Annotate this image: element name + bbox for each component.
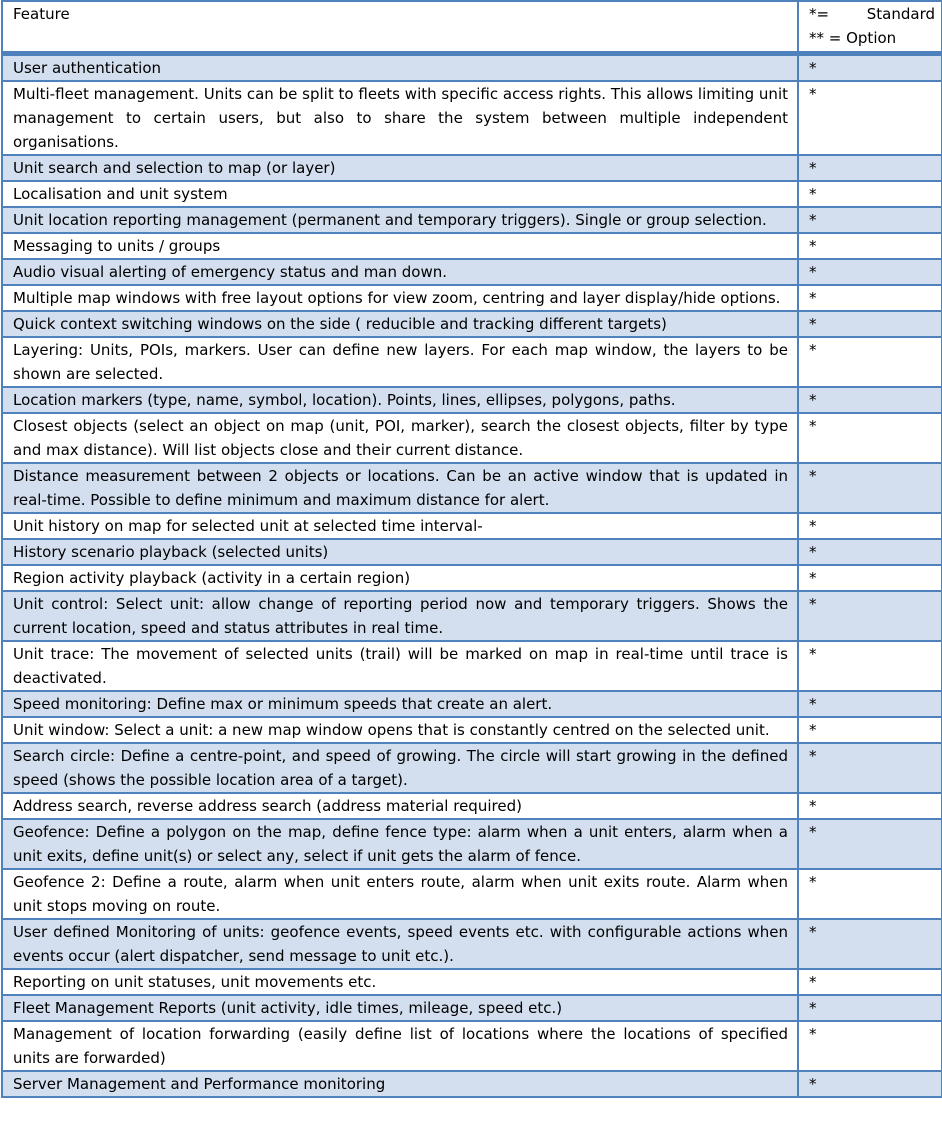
table-row (2, 54, 942, 82)
feature-cell: User defined Monitoring of units: geofence events, speed events etc. with configurable actions when events occur (alert dispatcher, send message to unit etc.). (2, 919, 798, 969)
table-row (2, 565, 942, 591)
feature-cell: Unit location reporting management (permanent and temporary triggers). Single or group selection. (2, 207, 798, 233)
feature-cell: Region activity playback (activity in a certain region) (2, 565, 798, 591)
table-row (2, 181, 942, 207)
feature-cell: Reporting on unit statuses, unit movements etc. (2, 969, 798, 995)
standard-mark-cell: * (798, 641, 942, 691)
feature-cell: Geofence: Define a polygon on the map, define fence type: alarm when a unit enters, alarm when a unit exits, define unit(s) or select any, select if unit gets the alarm of fence. (2, 819, 798, 869)
feature-cell: Multi-fleet management. Units can be split to fleets with specific access rights. This allows limiting unit management to certain users, but also to share the system between multiple independent organisations. (2, 81, 798, 155)
feature-cell: Address search, reverse address search (address material required) (2, 793, 798, 819)
table-row (2, 413, 942, 463)
table-row (2, 591, 942, 641)
feature-cell: User authentication (2, 54, 798, 82)
standard-mark-cell: * (798, 54, 942, 82)
legend-option: ** = Option (809, 29, 897, 47)
table-row (2, 743, 942, 793)
standard-mark-cell: * (798, 869, 942, 919)
feature-cell: Fleet Management Reports (unit activity, idle times, mileage, speed etc.) (2, 995, 798, 1021)
legend-standard-label: Standard (866, 5, 935, 23)
table-row (2, 81, 942, 155)
standard-mark-cell: * (798, 919, 942, 969)
feature-cell: Unit window: Select a unit: a new map window opens that is constantly centred on the selected unit. (2, 717, 798, 743)
feature-cell: Messaging to units / groups (2, 233, 798, 259)
standard-mark-cell: * (798, 285, 942, 311)
table-row (2, 513, 942, 539)
table-row (2, 1071, 942, 1097)
standard-mark-cell: * (798, 969, 942, 995)
standard-mark-cell: * (798, 717, 942, 743)
table-row (2, 539, 942, 565)
table-row (2, 691, 942, 717)
standard-mark-cell: * (798, 793, 942, 819)
standard-mark-cell: * (798, 995, 942, 1021)
legend-standard-symbol: *= (809, 5, 830, 23)
feature-cell: Unit control: Select unit: allow change of reporting period now and temporary triggers. Shows the current location, speed and status attributes in real time. (2, 591, 798, 641)
table-header-row (2, 1, 942, 54)
table-row (2, 717, 942, 743)
legend-standard (809, 2, 935, 26)
feature-cell: Closest objects (select an object on map (unit, POI, marker), search the closest objects, filter by type and max distance). Will list objects close and their current distance. (2, 413, 798, 463)
header-feature-label: Feature (13, 5, 70, 23)
standard-mark-cell: * (798, 259, 942, 285)
table-row (2, 463, 942, 513)
standard-mark-cell: * (798, 513, 942, 539)
feature-cell: Search circle: Define a centre-point, and speed of growing. The circle will start growing in the defined speed (shows the possible location area of a target). (2, 743, 798, 793)
table-row (2, 995, 942, 1021)
table-row (2, 641, 942, 691)
table-row (2, 387, 942, 413)
feature-cell: History scenario playback (selected units) (2, 539, 798, 565)
standard-mark-cell: * (798, 233, 942, 259)
feature-cell: Audio visual alerting of emergency status and man down. (2, 259, 798, 285)
standard-mark-cell: * (798, 207, 942, 233)
standard-mark-cell: * (798, 539, 942, 565)
table-row (2, 207, 942, 233)
feature-cell: Speed monitoring: Define max or minimum speeds that create an alert. (2, 691, 798, 717)
table-row (2, 285, 942, 311)
table-row (2, 793, 942, 819)
standard-mark-cell: * (798, 337, 942, 387)
table-row (2, 311, 942, 337)
standard-mark-cell: * (798, 155, 942, 181)
feature-cell: Distance measurement between 2 objects or locations. Can be an active window that is updated in real-time. Possible to define minimum and maximum distance for alert. (2, 463, 798, 513)
table-row (2, 155, 942, 181)
feature-cell: Unit history on map for selected unit at selected time interval- (2, 513, 798, 539)
feature-cell: Quick context switching windows on the side ( reducible and tracking different targets) (2, 311, 798, 337)
standard-mark-cell: * (798, 387, 942, 413)
feature-table (1, 0, 942, 1098)
table-row (2, 233, 942, 259)
feature-cell: Localisation and unit system (2, 181, 798, 207)
feature-cell: Server Management and Performance monitoring (2, 1071, 798, 1097)
table-row (2, 337, 942, 387)
feature-cell: Unit search and selection to map (or layer) (2, 155, 798, 181)
feature-cell: Management of location forwarding (easily define list of locations where the locations of specified units are forwarded) (2, 1021, 798, 1071)
header-feature-cell (2, 1, 798, 54)
table-row (2, 1021, 942, 1071)
standard-mark-cell: * (798, 591, 942, 641)
feature-cell: Multiple map windows with free layout options for view zoom, centring and layer display/hide options. (2, 285, 798, 311)
table-row (2, 819, 942, 869)
standard-mark-cell: * (798, 413, 942, 463)
feature-cell: Location markers (type, name, symbol, location). Points, lines, ellipses, polygons, paths. (2, 387, 798, 413)
table-row (2, 259, 942, 285)
standard-mark-cell: * (798, 1021, 942, 1071)
standard-mark-cell: * (798, 463, 942, 513)
feature-cell: Unit trace: The movement of selected units (trail) will be marked on map in real-time until trace is deactivated. (2, 641, 798, 691)
standard-mark-cell: * (798, 819, 942, 869)
feature-cell: Layering: Units, POIs, markers. User can define new layers. For each map window, the layers to be shown are selected. (2, 337, 798, 387)
standard-mark-cell: * (798, 691, 942, 717)
feature-cell: Geofence 2: Define a route, alarm when unit enters route, alarm when unit exits route. Alarm when unit stops moving on route. (2, 869, 798, 919)
table-row (2, 869, 942, 919)
table-row (2, 919, 942, 969)
standard-mark-cell: * (798, 1071, 942, 1097)
header-legend-cell (798, 1, 942, 54)
standard-mark-cell: * (798, 311, 942, 337)
standard-mark-cell: * (798, 81, 942, 155)
standard-mark-cell: * (798, 743, 942, 793)
standard-mark-cell: * (798, 181, 942, 207)
standard-mark-cell: * (798, 565, 942, 591)
table-row (2, 969, 942, 995)
